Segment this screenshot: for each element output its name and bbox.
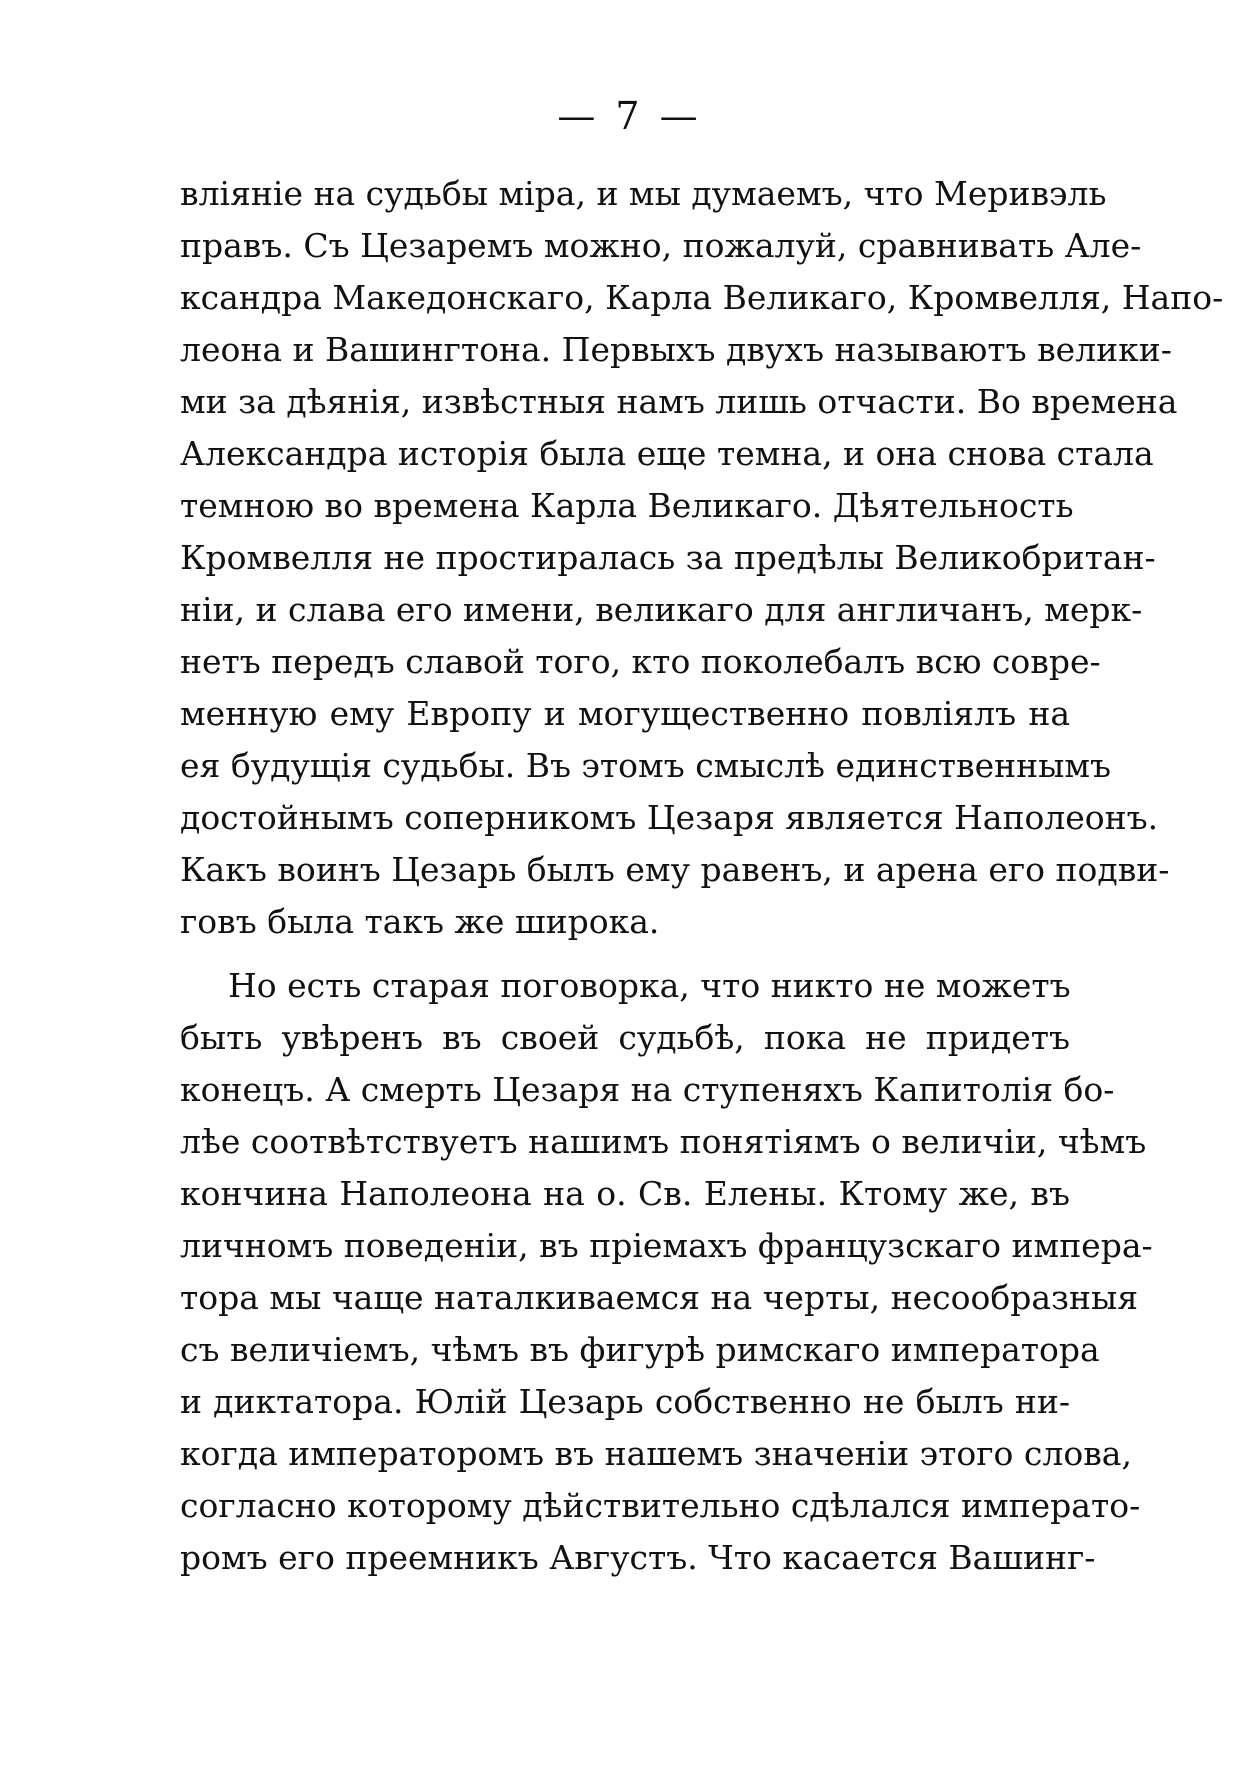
text-line: согласно которому дѣйствительно сдѣлался императо- — [180, 1486, 1141, 1525]
text-line: менную ему Европу и могущественно повліялъ на — [180, 694, 1070, 733]
text-line: когда императоромъ въ нашемъ значеніи этого слова, — [180, 1434, 1132, 1473]
text-line: леона и Вашингтона. Первыхъ двухъ называютъ велики- — [180, 330, 1172, 369]
text-line: лѣе соотвѣтствуетъ нашимъ понятіямъ о величіи, чѣмъ — [180, 1122, 1147, 1161]
text-line: Какъ воинъ Цезарь былъ ему равенъ, и арена его подви- — [180, 850, 1170, 889]
text-line: Александра исторія была еще темна, и она снова стала — [180, 434, 1154, 473]
text-line: ксандра Македонскаго, Карла Великаго, Кромвелля, Напо- — [180, 278, 1224, 317]
text-line: правъ. Съ Цезаремъ можно, пожалуй, сравнивать Але- — [180, 226, 1142, 265]
text-line: ея будущія судьбы. Въ этомъ смыслѣ единственнымъ — [180, 746, 1112, 785]
text-line: нетъ передъ славой того, кто поколебалъ всю совре- — [180, 642, 1101, 681]
text-line: конецъ. А смерть Цезаря на ступеняхъ Капитолія бо- — [180, 1070, 1115, 1109]
text-line: вліяніе на судьбы міра, и мы думаемъ, что Меривэль — [180, 174, 1107, 213]
text-line: и диктатора. Юлій Цезарь собственно не былъ ни- — [180, 1382, 1070, 1421]
text-line: быть увѣренъ въ своей судьбѣ, пока не придетъ — [180, 1018, 1070, 1057]
body-text — [180, 168, 1224, 1584]
text-line: достойнымъ соперникомъ Цезаря является Наполеонъ. — [180, 798, 1159, 837]
text-line: говъ была такъ же широка. — [180, 902, 660, 941]
page-number: — 7 — — [557, 94, 702, 138]
text-line: съ величіемъ, чѣмъ въ фигурѣ римскаго императора — [180, 1330, 1100, 1369]
text-line: Кромвелля не простиралась за предѣлы Великобритан- — [180, 538, 1156, 577]
text-line: личномъ поведеніи, въ пріемахъ французскаго импера- — [180, 1226, 1153, 1265]
text-line: тора мы чаще наталкиваемся на черты, несообразныя — [180, 1278, 1139, 1317]
text-line: кончина Наполеона на о. Св. Елены. Ктому же, въ — [180, 1174, 1070, 1213]
text-line: Но есть старая поговорка, что никто не можетъ — [228, 966, 1071, 1005]
text-line: ромъ его преемникъ Августъ. Что касается Вашинг- — [180, 1538, 1096, 1577]
text-line: ніи, и слава его имени, великаго для англичанъ, мерк- — [180, 590, 1143, 629]
text-line: ми за дѣянія, извѣстныя намъ лишь отчасти. Во времена — [180, 382, 1178, 421]
text-line: темною во времена Карла Великаго. Дѣятельность — [180, 486, 1074, 525]
